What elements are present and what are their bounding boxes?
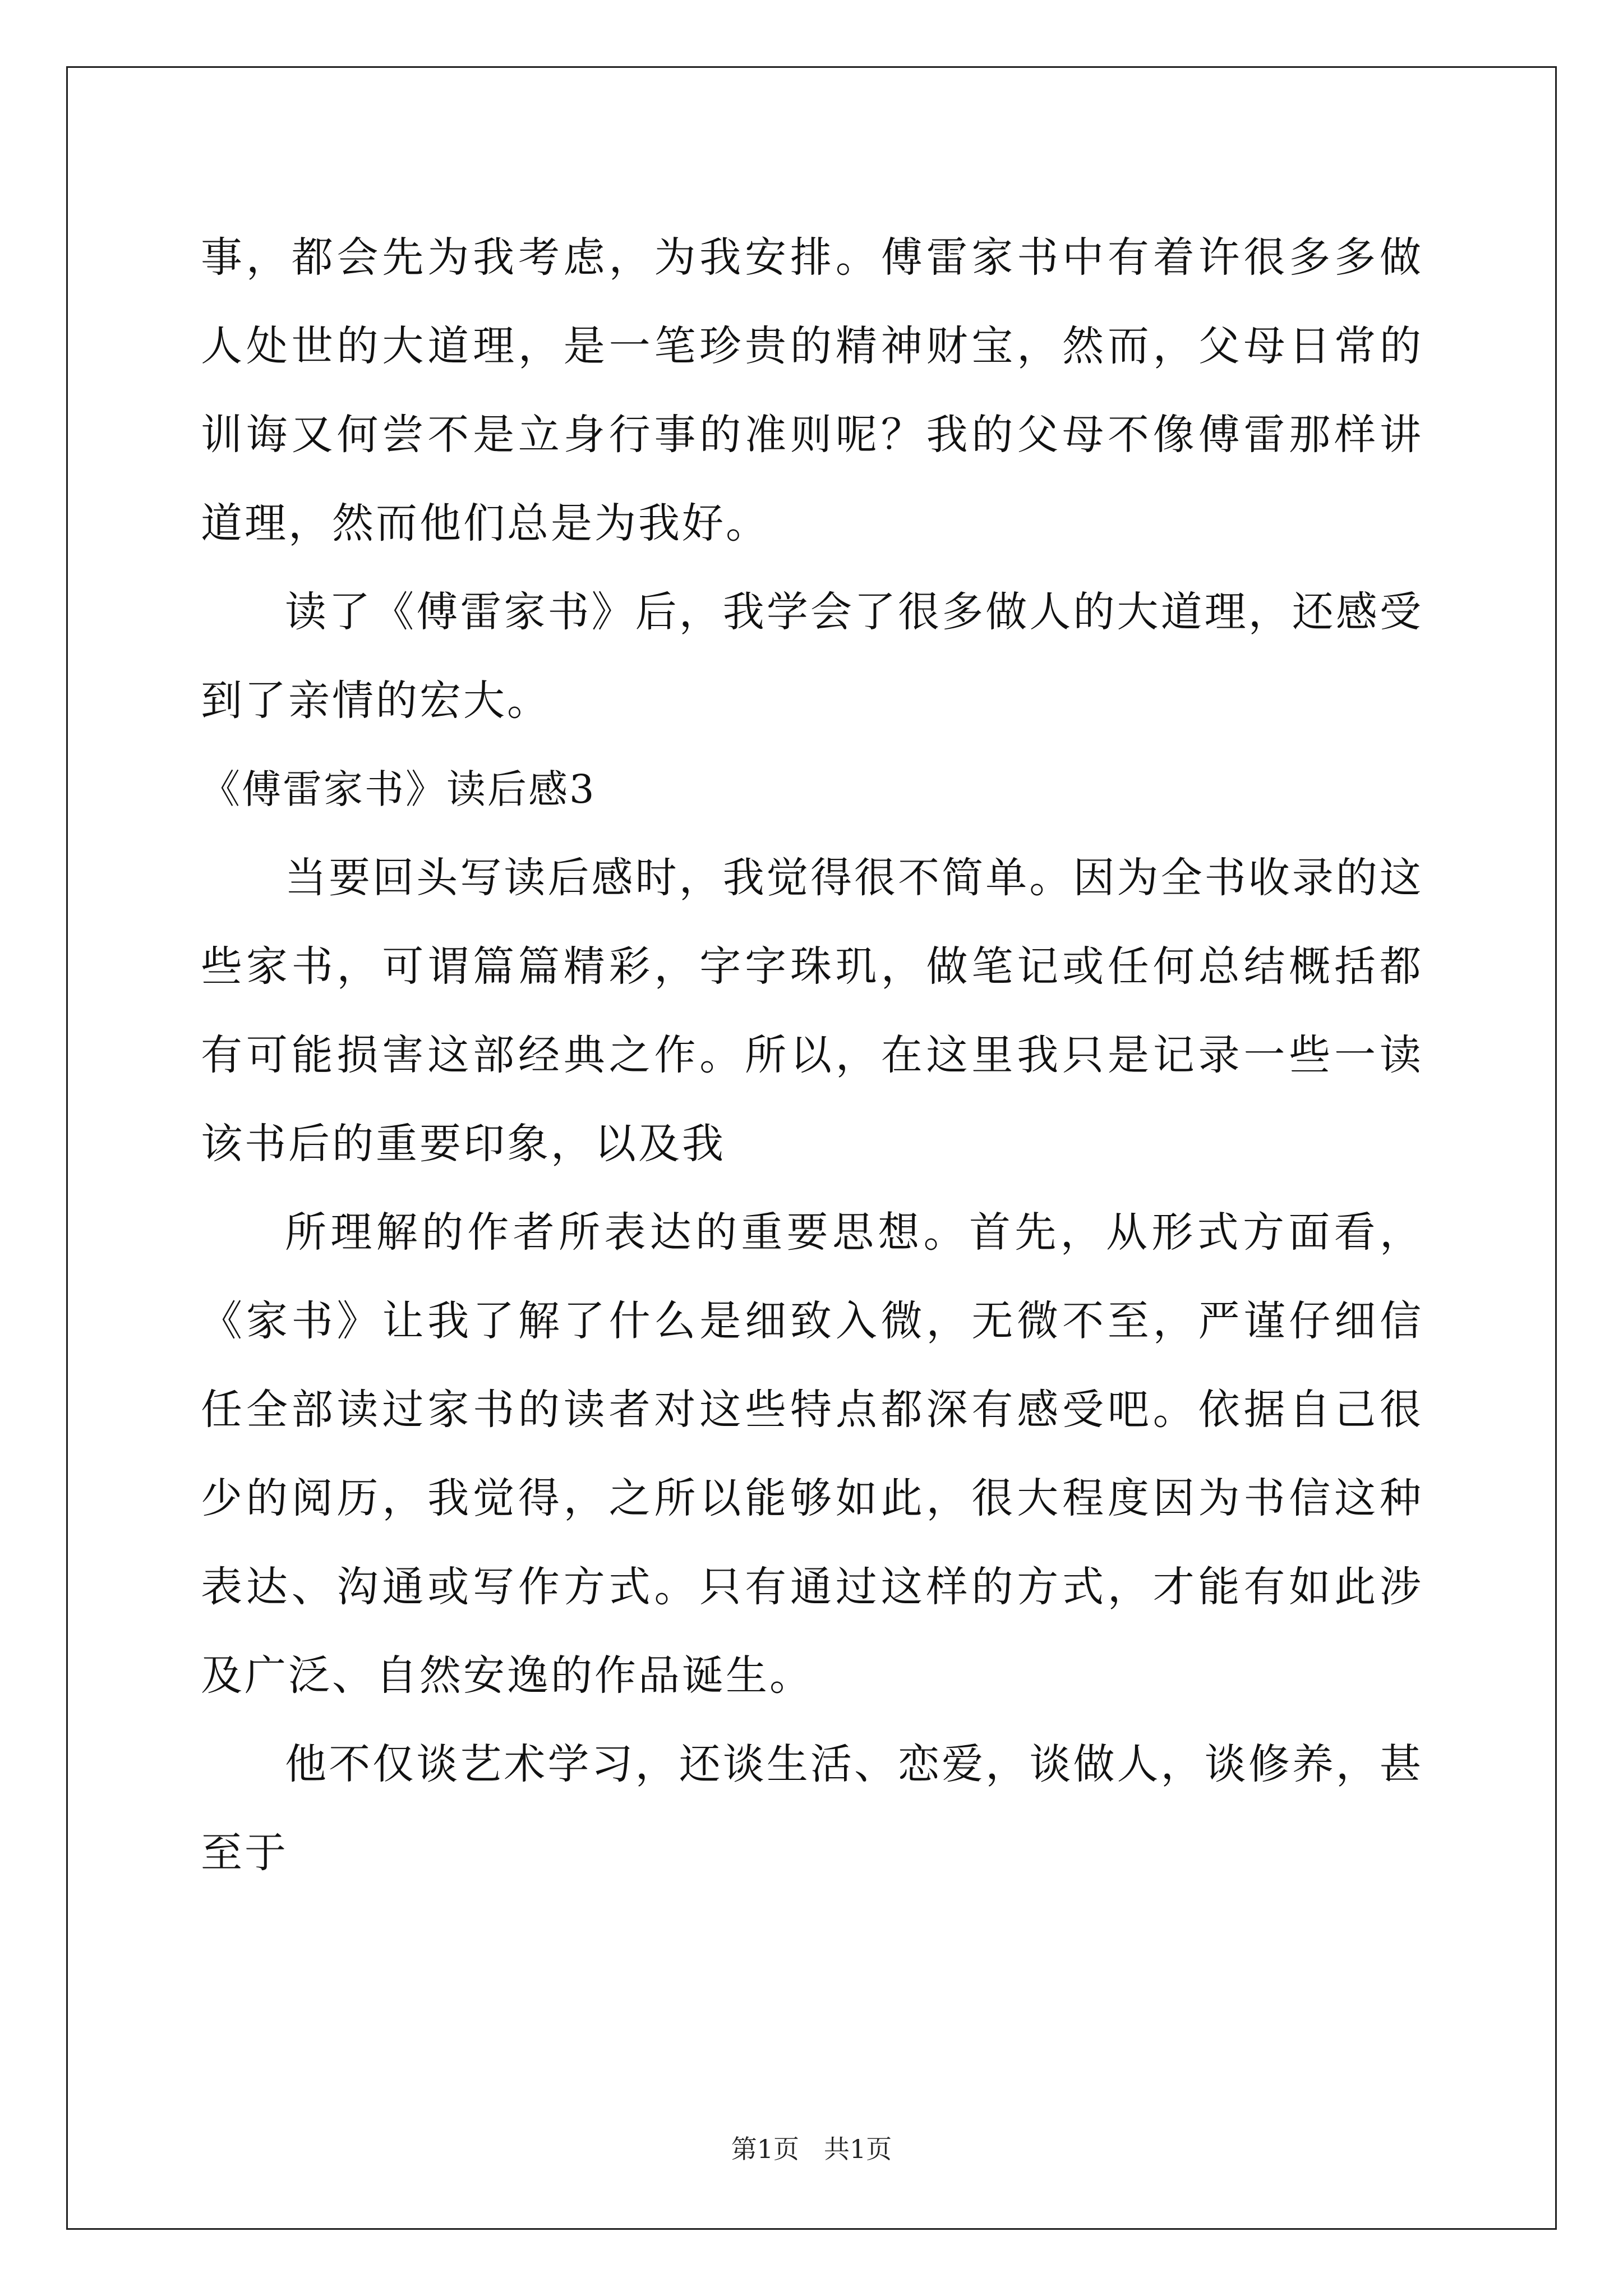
page-total: 共1页 (823, 2134, 892, 2164)
section-title: 《傅雷家书》读后感3 (201, 766, 596, 812)
page-footer (0, 2129, 1623, 2166)
page-number: 第1页 (731, 2134, 800, 2164)
paragraph-form: 所理解的作者所表达的重要思想。首先，从形式方面看，《家书》让我了解了什么是细致入微，无微不至，严谨仔细信任全部读过家书的读者对这些特点都深有感受吧。依据自己很少的阅历，我觉得，之所以能够如此，很大程度因为书信这种表达、沟通或写作方式。只有通过这样的方式，才能有如此涉及广泛、自然安逸的作品诞生。 (201, 1208, 1423, 1700)
document-body (201, 213, 1423, 1897)
paragraph-summary: 读了《傅雷家书》后，我学会了很多做人的大道理，还感受到了亲情的宏大。 (201, 588, 1423, 725)
paragraph-intro: 当要回头写读后感时，我觉得很不简单。因为全书收录的这些家书，可谓篇篇精彩，字字珠玑，做笔记或任何总结概括都有可能损害这部经典之作。所以，在这里我只是记录一些一读该书后的重要印象，以及我 (201, 854, 1423, 1168)
paragraph-topics: 他不仅谈艺术学习，还谈生活、恋爱，谈做人，谈修养，甚至于 (201, 1740, 1423, 1877)
paragraph-continuation: 事，都会先为我考虑，为我安排。傅雷家书中有着许很多多做人处世的大道理，是一笔珍贵的精神财宝，然而，父母日常的训诲又何尝不是立身行事的准则呢？我的父母不像傅雷那样讲道理，然而他们总是为我好。 (201, 233, 1423, 547)
